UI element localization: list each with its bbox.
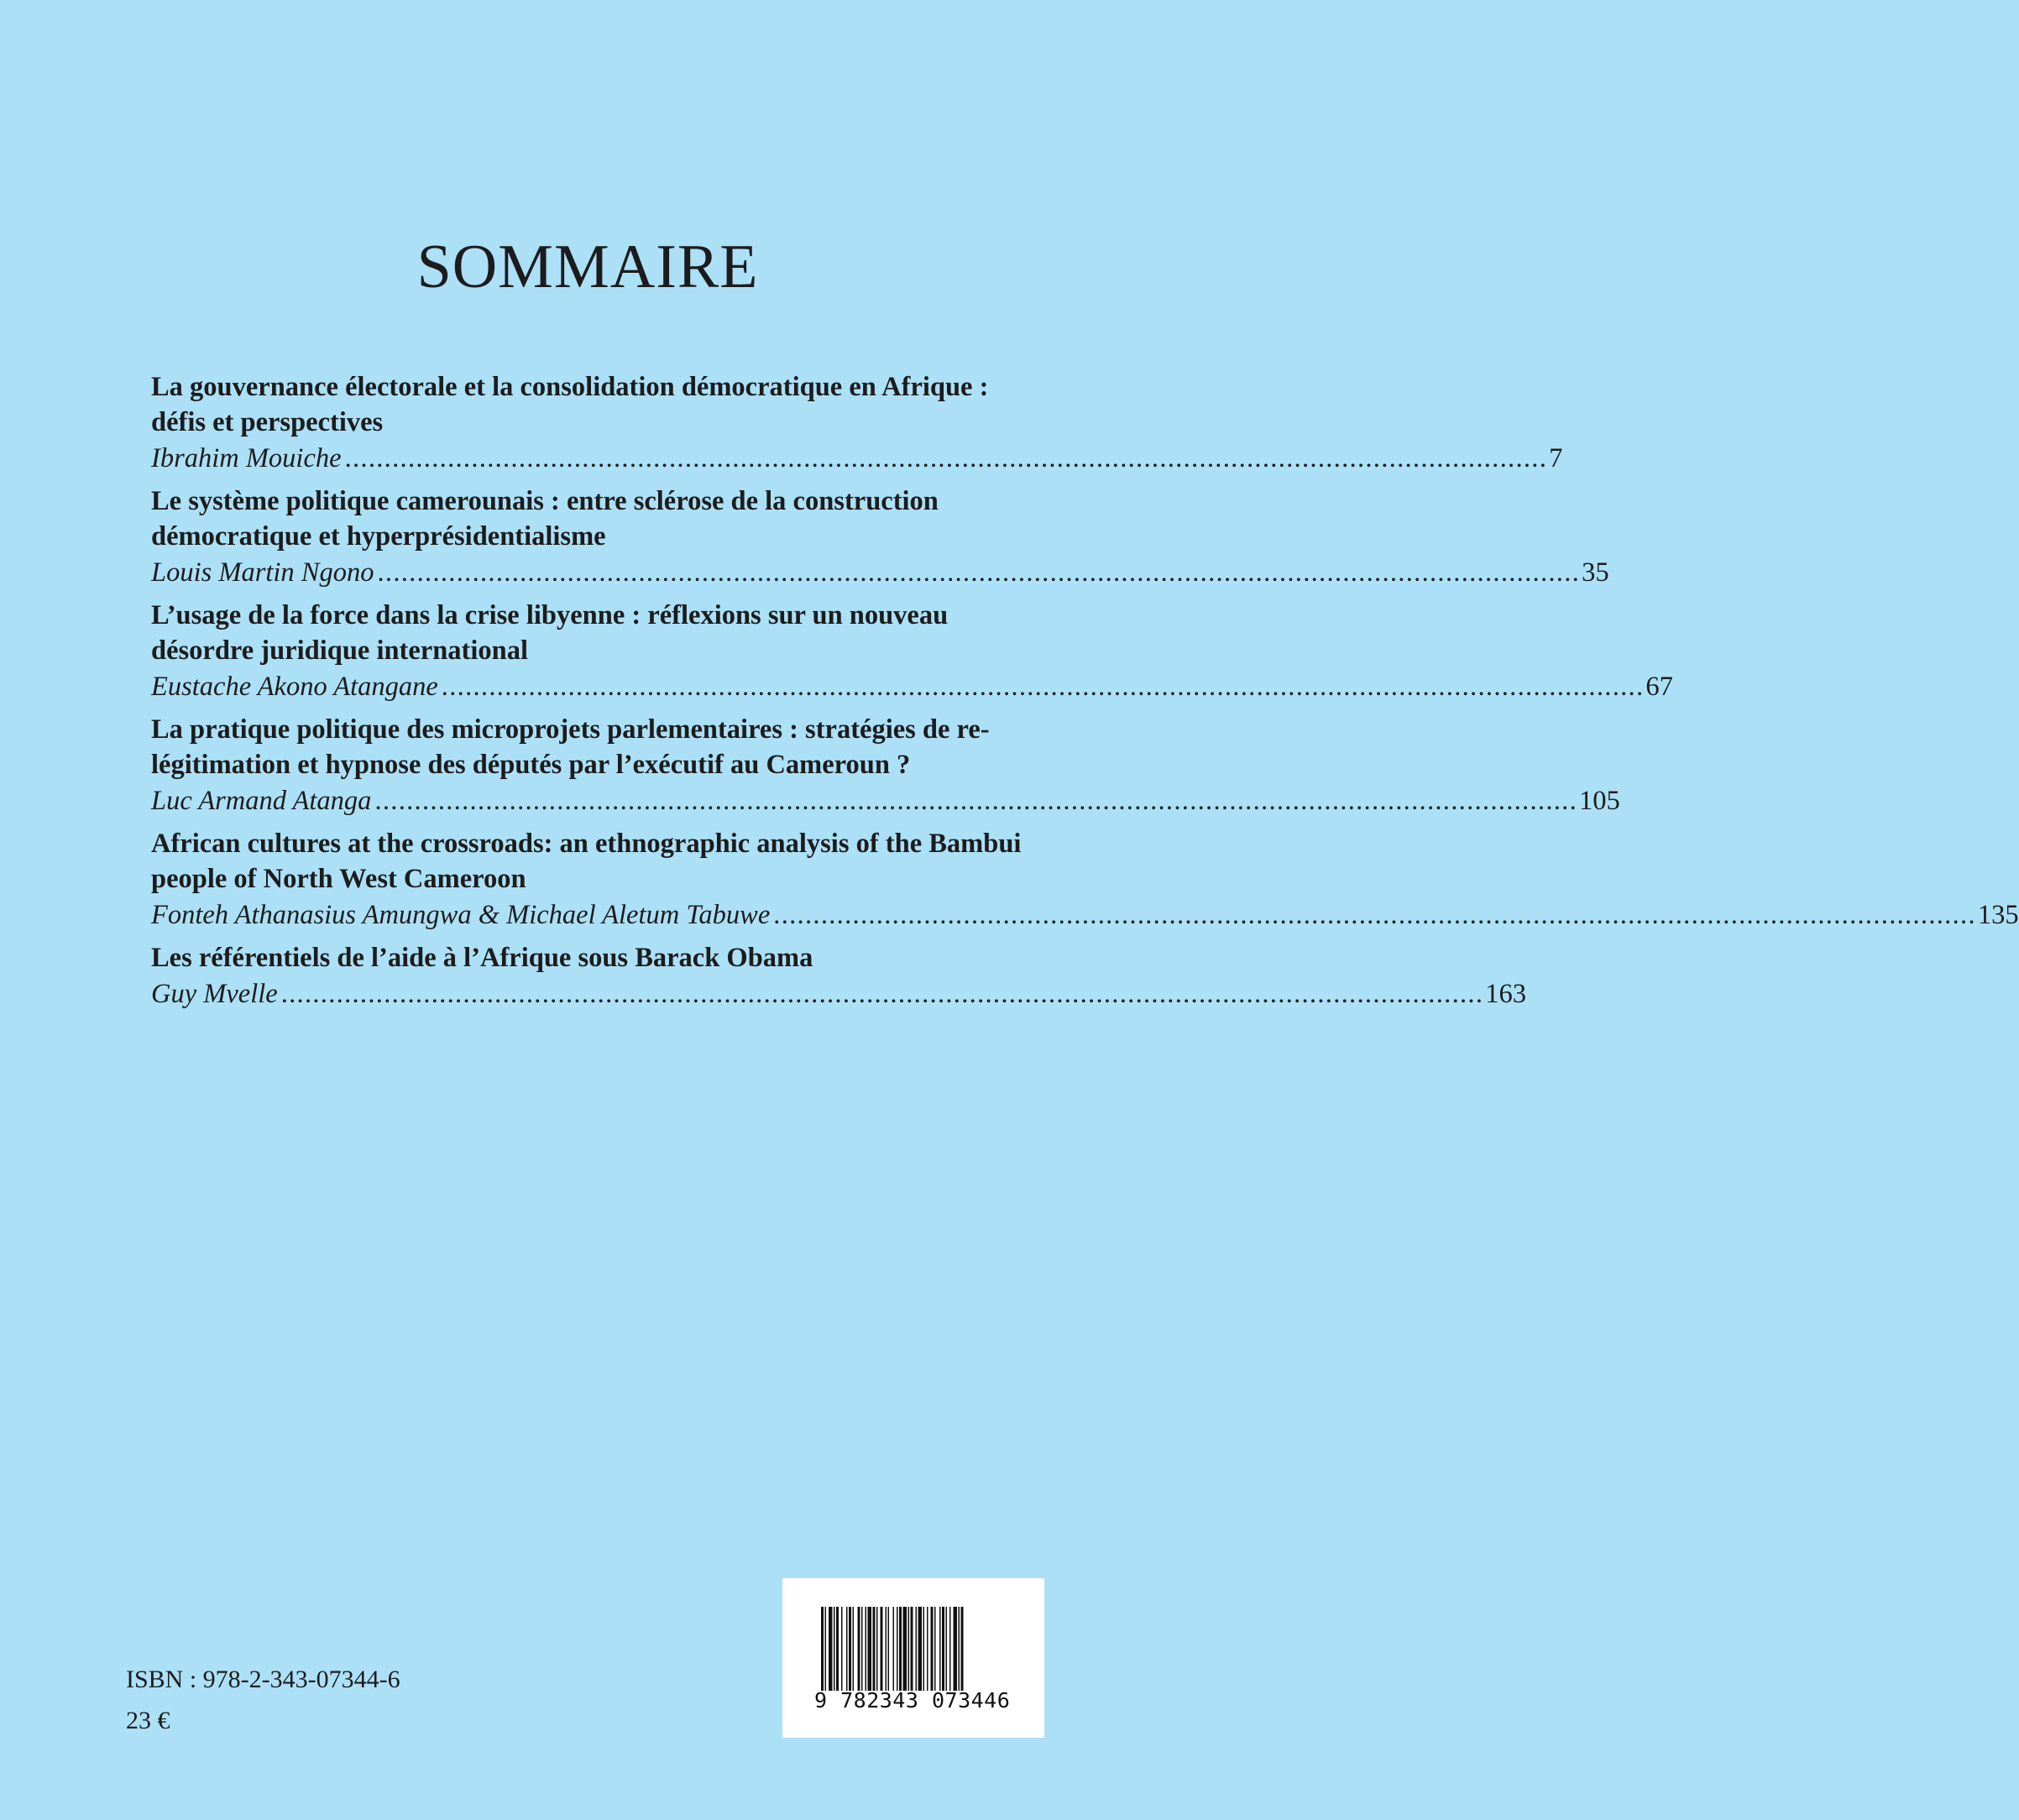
author-line [151,897,2019,934]
dot-leader: ........................................................................................................................................................ [441,672,1645,702]
entry-title: La gouvernance électorale et la consolidation démocratique en Afrique : défis et perspectives [151,372,989,437]
author-line [151,668,1673,705]
entry-page-number: 163 [1485,979,1527,1009]
entry-author: Louis Martin Ngono [151,557,374,588]
entry-author: Luc Armand Atanga [151,786,372,816]
barcode-bars-icon [821,1607,1007,1691]
author-line [151,554,1609,591]
toc-entry-3 [151,598,1673,705]
price-label: 23 € [126,1707,170,1734]
entry-page-number: 135 [1977,900,2019,930]
toc-entry-4 [151,712,1620,819]
toc-entry-6 [151,940,1527,1012]
barcode [782,1578,1044,1738]
toc-entry-5 [151,826,2019,934]
dot-leader: ........................................................................................................................................................ [377,557,1581,588]
table-of-contents [151,369,2019,1019]
dot-leader: ........................................................................................................................................................ [374,786,1578,816]
barcode-digits: 9 782343 073446 [814,1688,1011,1713]
isbn-label: ISBN : 978-2-343-07344-6 [126,1666,400,1693]
entry-page-number: 105 [1579,786,1620,816]
toc-entry-1 [151,369,1563,477]
entry-page-number: 67 [1645,672,1673,702]
author-line [151,782,1620,819]
dot-leader: ........................................................................................................................................................ [344,443,1548,473]
entry-title: L’usage de la force dans la crise libyenne : réflexions sur un nouveau désordre juridique international [151,600,949,666]
entry-title: La pratique politique des microprojets parlementaires : stratégies de re-légitimation et hypnose des députés par l’exécutif au Cameroun ? [151,714,990,780]
entry-author: Eustache Akono Atangane [151,672,438,702]
entry-author: Fonteh Athanasius Amungwa & Michael Aletum Tabuwe [151,900,771,930]
entry-author: Ibrahim Mouiche [151,443,342,473]
entry-page-number: 7 [1549,443,1563,473]
dot-leader: ........................................................................................................................................................ [773,900,1976,930]
entry-title: Les référentiels de l’aide à l’Afrique sous Barack Obama [151,943,813,973]
entry-title: African cultures at the crossroads: an ethnographic analysis of the Bambui people of North West Cameroon [151,829,1022,894]
entry-title: Le système politique camerounais : entre sclérose de la construction démocratique et hyperprésidentialisme [151,486,939,552]
author-line [151,975,1527,1012]
page-title: SOMMAIRE [416,233,759,301]
entry-author: Guy Mvelle [151,979,278,1009]
dot-leader: ........................................................................................................................................................ [280,979,1484,1009]
toc-entry-2 [151,484,1609,591]
author-line [151,440,1563,477]
entry-page-number: 35 [1582,557,1609,588]
